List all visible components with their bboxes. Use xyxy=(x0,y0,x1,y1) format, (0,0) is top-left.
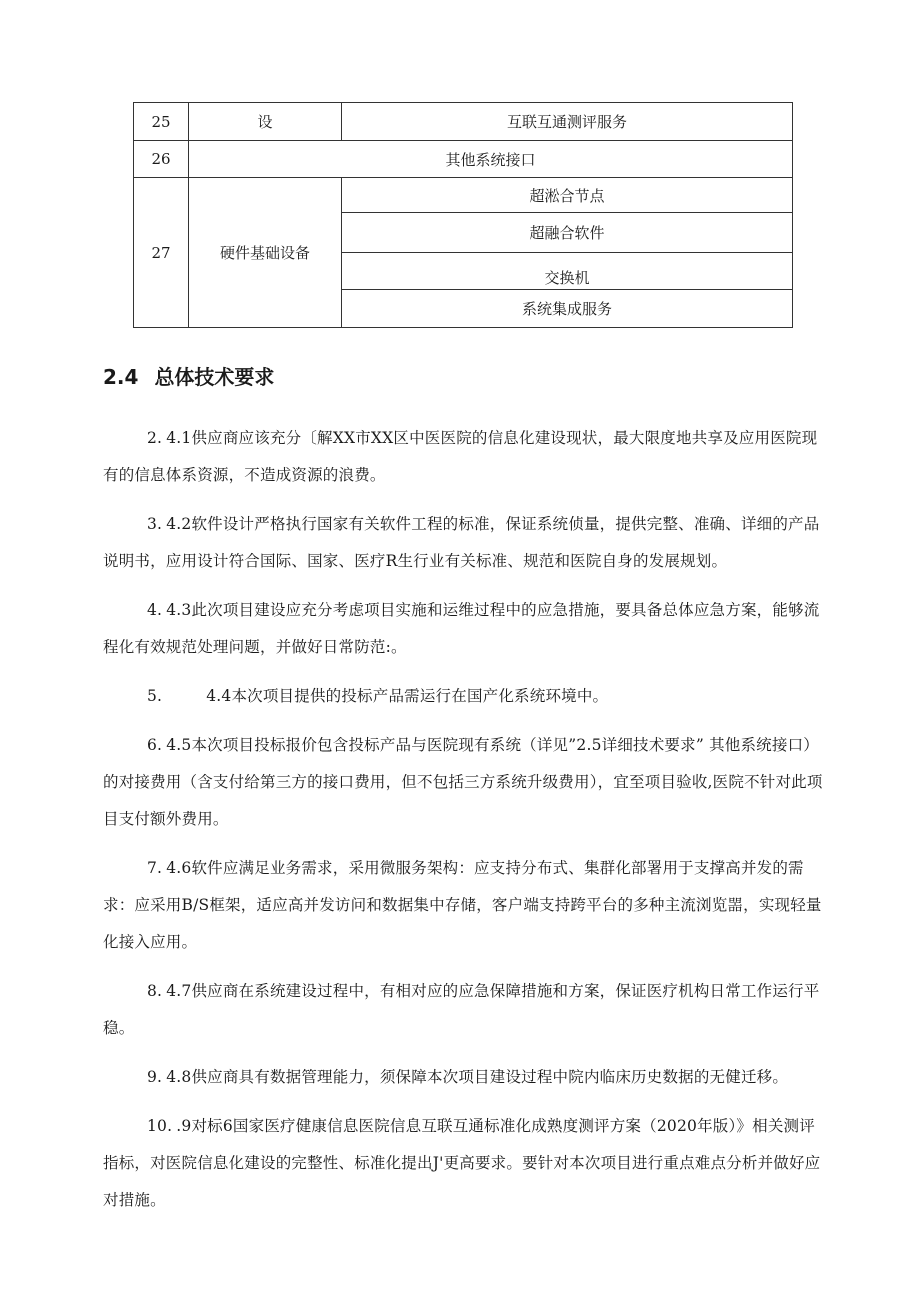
requirement-paragraph xyxy=(103,1059,825,1096)
paragraph-text: 4.3此次项目建设应充分考虑项目实施和运维过程中的应急措施，要具备总体应急方案，能够流程化有效规范处理问题，并做好日常防范:。 xyxy=(103,601,820,656)
requirement-paragraph xyxy=(103,1108,825,1219)
paragraph-label: 10. xyxy=(147,1117,173,1135)
paragraph-text: 4.2软件设计严格执行国家有关软件工程的标准，保证系统侦量，提供完整、准确、详细的产品说明书，应用设计符合国际、国家、医疗R生行业有关标准、规范和医院自身的发展规划。 xyxy=(103,515,820,570)
row-item: 超融合软件 xyxy=(342,213,793,253)
equipment-table xyxy=(133,102,793,328)
section-title: 总体技术要求 xyxy=(154,365,275,389)
requirement-paragraph xyxy=(103,678,825,715)
paragraph-text: 4.1供应商应该充分〔解XX市XX区中医医院的信息化建设现状，最大限度地共享及应用医院现有的信息体系资源，不造成资源的浪费。 xyxy=(103,429,818,484)
row-number: 26 xyxy=(134,141,189,178)
requirement-paragraph xyxy=(103,973,825,1047)
paragraph-text: 4.5本次项目投标报价包含投标产品与医院现有系统（详见”2.5详细技术要求” 其他系统接口）的对接费用（含支付给第三方的接口费用，但不包括三方系统升级费用），宜至项目验收,医院不针对此项目支付额外费用。 xyxy=(103,736,823,828)
table-row xyxy=(134,178,793,213)
paragraph-label: 8. xyxy=(147,982,163,1000)
row-category: 设 xyxy=(189,103,342,141)
row-item: 系统集成服务 xyxy=(342,290,793,328)
section-heading xyxy=(103,361,274,390)
row-item: 其他系统接口 xyxy=(189,141,793,178)
row-number: 27 xyxy=(134,178,189,328)
paragraph-label: 9. xyxy=(147,1068,163,1086)
requirement-paragraph xyxy=(103,850,825,961)
paragraph-label: 7. xyxy=(147,859,163,877)
table-row xyxy=(134,141,793,178)
requirement-paragraph xyxy=(103,420,825,494)
row-item: 交换机 xyxy=(342,253,793,290)
paragraph-label: 2. xyxy=(147,429,163,447)
paragraph-label: 4. xyxy=(147,601,163,619)
row-item: 互联互通测评服务 xyxy=(342,103,793,141)
paragraph-text: 4.8供应商具有数据管理能力，须保障本次项目建设过程中院内临床历史数据的无健迁移。 xyxy=(166,1068,789,1086)
row-item: 超淞合节点 xyxy=(342,178,793,213)
paragraph-text: .9对标6国家医疗健康信息医院信息互联互通标准化成熟度测评方案（2020年版）》相关测评指标，对医院信息化建设的完整性、标准化提出J'更高要求。要针对本次项目进行重点难点分析并做好应对措施。 xyxy=(103,1117,821,1209)
paragraph-text: 4.7供应商在系统建设过程中，有相对应的应急保障措施和方案，保证医疗机构日常工作运行平稳。 xyxy=(103,982,820,1037)
row-number: 25 xyxy=(134,103,189,141)
requirement-paragraph xyxy=(103,727,825,838)
table-row xyxy=(134,103,793,141)
paragraph-text: 4.4本次项目提供的投标产品需运行在国产化系统环境中。 xyxy=(206,687,609,705)
row-category: 硬件基础设备 xyxy=(189,178,342,328)
requirements-body xyxy=(103,420,825,1231)
paragraph-label: 5. xyxy=(147,687,163,705)
paragraph-text: 4.6软件应满足业务需求，采用微服务架构：应支持分布式、集群化部署用于支撑高并发的需求：应采用B/S框架，适应高并发访问和数据集中存储，客户端支持跨平台的多种主流浏览噐，实现轻量化接入应用。 xyxy=(103,859,822,951)
paragraph-label: 3. xyxy=(147,515,163,533)
section-number: 2.4 xyxy=(103,365,139,389)
requirement-paragraph xyxy=(103,506,825,580)
requirement-paragraph xyxy=(103,592,825,666)
paragraph-label: 6. xyxy=(147,736,163,754)
